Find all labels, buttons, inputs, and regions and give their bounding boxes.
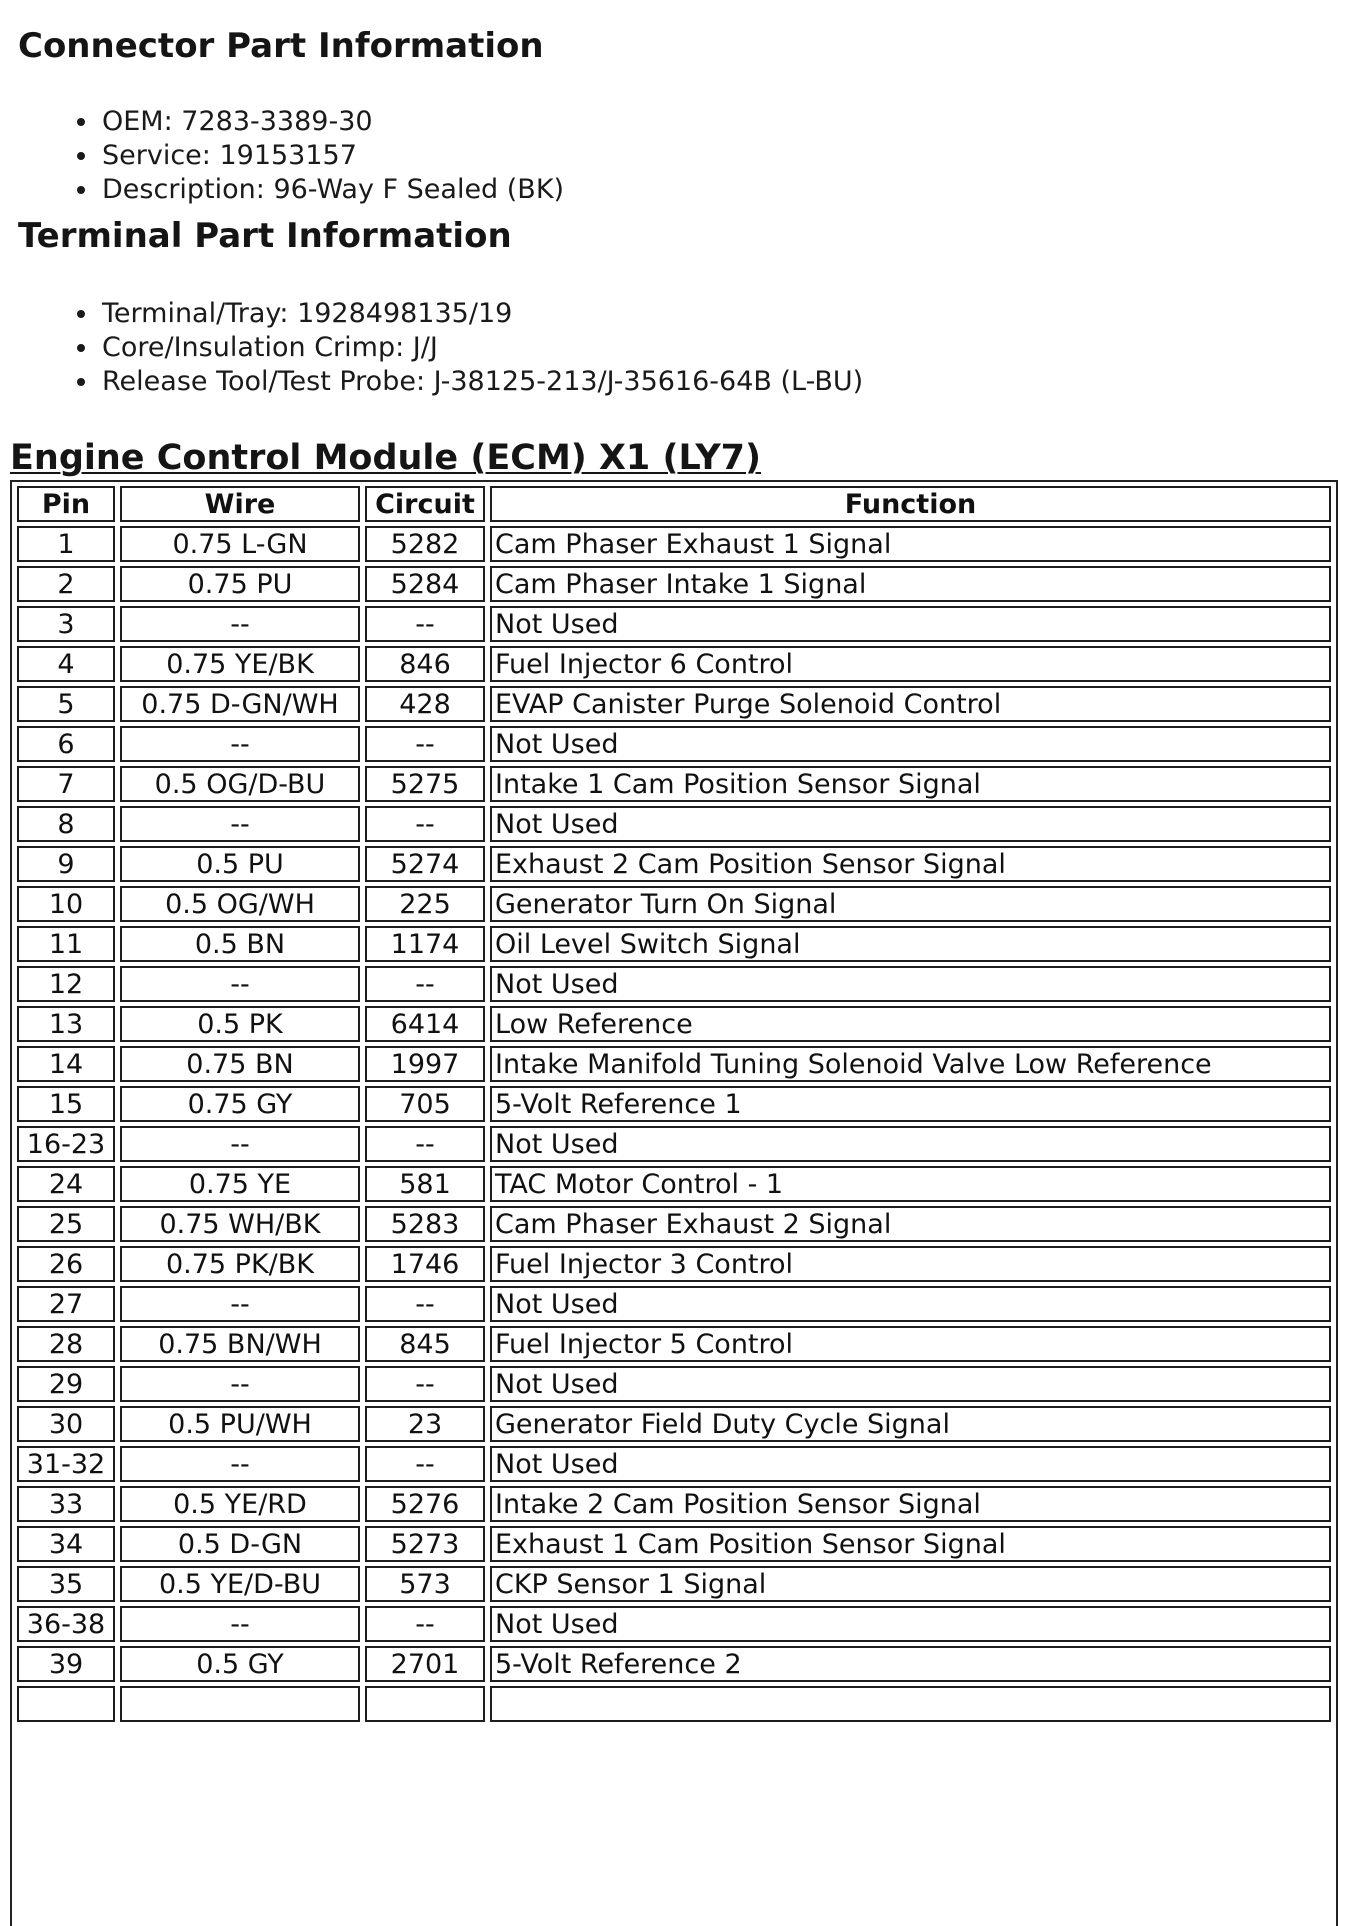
- table-row: [17, 1686, 1331, 1722]
- cell-pin: 29: [17, 1366, 115, 1402]
- ecm-table-title: Engine Control Module (ECM) X1 (LY7): [10, 438, 762, 478]
- cell-function: Generator Turn On Signal: [490, 886, 1331, 922]
- cell-circuit: --: [365, 726, 485, 762]
- ecm-pinout-table: [12, 482, 1336, 1726]
- cell-function: 5-Volt Reference 1: [490, 1086, 1331, 1122]
- cell-function: Intake 1 Cam Position Sensor Signal: [490, 766, 1331, 802]
- table-row: [17, 1606, 1331, 1642]
- cell-wire: 0.5 GY: [120, 1646, 360, 1682]
- cell-circuit: --: [365, 1366, 485, 1402]
- cell-circuit: 1997: [365, 1046, 485, 1082]
- cell-wire: 0.75 YE/BK: [120, 646, 360, 682]
- cell-pin: [17, 1686, 115, 1722]
- table-row: [17, 1446, 1331, 1482]
- table-row: [17, 1166, 1331, 1202]
- table-row: [17, 646, 1331, 682]
- cell-function: Cam Phaser Intake 1 Signal: [490, 566, 1331, 602]
- cell-wire: 0.75 PU: [120, 566, 360, 602]
- cell-circuit: 1174: [365, 926, 485, 962]
- table-row: [17, 886, 1331, 922]
- cell-pin: 8: [17, 806, 115, 842]
- cell-function: CKP Sensor 1 Signal: [490, 1566, 1331, 1602]
- cell-wire: 0.75 YE: [120, 1166, 360, 1202]
- cell-pin: 3: [17, 606, 115, 642]
- table-row: [17, 686, 1331, 722]
- cell-function: Intake Manifold Tuning Solenoid Valve Low Reference: [490, 1046, 1331, 1082]
- cell-pin: 7: [17, 766, 115, 802]
- cell-circuit: 581: [365, 1166, 485, 1202]
- cell-wire: 0.5 YE/RD: [120, 1486, 360, 1522]
- cell-wire: --: [120, 1126, 360, 1162]
- cell-wire: [120, 1686, 360, 1722]
- cell-circuit: 5273: [365, 1526, 485, 1562]
- cell-wire: 0.5 PU: [120, 846, 360, 882]
- table-row: [17, 1526, 1331, 1562]
- table-body: [17, 526, 1331, 1722]
- cell-function: Fuel Injector 3 Control: [490, 1246, 1331, 1282]
- cell-function: TAC Motor Control - 1: [490, 1166, 1331, 1202]
- terminal-info-list: [60, 297, 863, 399]
- cell-wire: --: [120, 726, 360, 762]
- cell-circuit: --: [365, 606, 485, 642]
- cell-circuit: 23: [365, 1406, 485, 1442]
- table-row: [17, 526, 1331, 562]
- cell-function: 5-Volt Reference 2: [490, 1646, 1331, 1682]
- cell-function: Cam Phaser Exhaust 2 Signal: [490, 1206, 1331, 1242]
- terminal-tray-item: • Terminal/Tray: 1928498135/19: [100, 297, 863, 331]
- connector-description-item: • Description: 96-Way F Sealed (BK): [100, 173, 564, 207]
- cell-pin: 26: [17, 1246, 115, 1282]
- cell-wire: 0.5 D-GN: [120, 1526, 360, 1562]
- cell-pin: 27: [17, 1286, 115, 1322]
- cell-pin: 25: [17, 1206, 115, 1242]
- cell-wire: --: [120, 1606, 360, 1642]
- cell-pin: 13: [17, 1006, 115, 1042]
- cell-wire: 0.5 PK: [120, 1006, 360, 1042]
- connector-section-title: Connector Part Information: [18, 26, 544, 66]
- cell-function: Generator Field Duty Cycle Signal: [490, 1406, 1331, 1442]
- table-row: [17, 1286, 1331, 1322]
- cell-function: Exhaust 1 Cam Position Sensor Signal: [490, 1526, 1331, 1562]
- cell-circuit: 428: [365, 686, 485, 722]
- cell-function: Low Reference: [490, 1006, 1331, 1042]
- cell-function: Exhaust 2 Cam Position Sensor Signal: [490, 846, 1331, 882]
- cell-circuit: 225: [365, 886, 485, 922]
- cell-pin: 1: [17, 526, 115, 562]
- cell-circuit: --: [365, 806, 485, 842]
- cell-wire: 0.5 OG/D-BU: [120, 766, 360, 802]
- table-row: [17, 1326, 1331, 1362]
- cell-circuit: 5283: [365, 1206, 485, 1242]
- cell-circuit: --: [365, 1446, 485, 1482]
- cell-pin: 35: [17, 1566, 115, 1602]
- table-row: [17, 926, 1331, 962]
- cell-pin: 34: [17, 1526, 115, 1562]
- cell-wire: --: [120, 606, 360, 642]
- cell-function: Not Used: [490, 1126, 1331, 1162]
- cell-pin: 31-32: [17, 1446, 115, 1482]
- cell-circuit: [365, 1686, 485, 1722]
- cell-pin: 28: [17, 1326, 115, 1362]
- cell-function: Not Used: [490, 1286, 1331, 1322]
- cell-pin: 14: [17, 1046, 115, 1082]
- table-row: [17, 846, 1331, 882]
- cell-pin: 2: [17, 566, 115, 602]
- cell-pin: 4: [17, 646, 115, 682]
- table-row: [17, 806, 1331, 842]
- cell-function: EVAP Canister Purge Solenoid Control: [490, 686, 1331, 722]
- table-row: [17, 1486, 1331, 1522]
- cell-circuit: 845: [365, 1326, 485, 1362]
- cell-pin: 15: [17, 1086, 115, 1122]
- cell-function: [490, 1686, 1331, 1722]
- cell-function: Not Used: [490, 966, 1331, 1002]
- cell-function: Fuel Injector 5 Control: [490, 1326, 1331, 1362]
- cell-circuit: 573: [365, 1566, 485, 1602]
- cell-pin: 5: [17, 686, 115, 722]
- cell-wire: 0.75 D-GN/WH: [120, 686, 360, 722]
- table-row: [17, 1086, 1331, 1122]
- cell-pin: 39: [17, 1646, 115, 1682]
- cell-wire: 0.75 L-GN: [120, 526, 360, 562]
- cell-wire: 0.5 BN: [120, 926, 360, 962]
- cell-pin: 10: [17, 886, 115, 922]
- cell-pin: 30: [17, 1406, 115, 1442]
- header-wire: Wire: [120, 486, 360, 522]
- cell-circuit: 5282: [365, 526, 485, 562]
- cell-function: Not Used: [490, 1366, 1331, 1402]
- cell-circuit: 2701: [365, 1646, 485, 1682]
- connector-info-list: [60, 105, 564, 207]
- header-function: Function: [490, 486, 1331, 522]
- cell-wire: 0.75 WH/BK: [120, 1206, 360, 1242]
- table-row: [17, 766, 1331, 802]
- cell-function: Not Used: [490, 606, 1331, 642]
- table-row: [17, 1206, 1331, 1242]
- table-header-row: [17, 486, 1331, 522]
- cell-circuit: --: [365, 1606, 485, 1642]
- cell-pin: 6: [17, 726, 115, 762]
- cell-circuit: 705: [365, 1086, 485, 1122]
- cell-pin: 12: [17, 966, 115, 1002]
- cell-pin: 11: [17, 926, 115, 962]
- cell-function: Not Used: [490, 806, 1331, 842]
- table-row: [17, 1566, 1331, 1602]
- cell-circuit: 1746: [365, 1246, 485, 1282]
- cell-wire: 0.75 PK/BK: [120, 1246, 360, 1282]
- table-row: [17, 1366, 1331, 1402]
- ecm-pinout-table-frame: [10, 480, 1338, 1926]
- cell-wire: 0.75 BN/WH: [120, 1326, 360, 1362]
- cell-circuit: --: [365, 1126, 485, 1162]
- table-row: [17, 1246, 1331, 1282]
- header-circuit: Circuit: [365, 486, 485, 522]
- table-row: [17, 966, 1331, 1002]
- table-row: [17, 1406, 1331, 1442]
- cell-function: Intake 2 Cam Position Sensor Signal: [490, 1486, 1331, 1522]
- cell-pin: 9: [17, 846, 115, 882]
- connector-oem-item: • OEM: 7283-3389-30: [100, 105, 564, 139]
- terminal-crimp-item: • Core/Insulation Crimp: J/J: [100, 331, 863, 365]
- header-pin: Pin: [17, 486, 115, 522]
- cell-wire: --: [120, 1286, 360, 1322]
- cell-function: Not Used: [490, 726, 1331, 762]
- cell-function: Fuel Injector 6 Control: [490, 646, 1331, 682]
- cell-circuit: --: [365, 1286, 485, 1322]
- cell-function: Not Used: [490, 1606, 1331, 1642]
- cell-wire: 0.5 PU/WH: [120, 1406, 360, 1442]
- table-row: [17, 1126, 1331, 1162]
- table-row: [17, 566, 1331, 602]
- connector-service-item: • Service: 19153157: [100, 139, 564, 173]
- cell-circuit: 5284: [365, 566, 485, 602]
- table-row: [17, 606, 1331, 642]
- cell-wire: 0.75 BN: [120, 1046, 360, 1082]
- cell-wire: --: [120, 1446, 360, 1482]
- cell-pin: 16-23: [17, 1126, 115, 1162]
- cell-circuit: 846: [365, 646, 485, 682]
- cell-function: Oil Level Switch Signal: [490, 926, 1331, 962]
- cell-pin: 33: [17, 1486, 115, 1522]
- cell-pin: 36-38: [17, 1606, 115, 1642]
- table-row: [17, 1646, 1331, 1682]
- cell-wire: --: [120, 966, 360, 1002]
- cell-wire: 0.75 GY: [120, 1086, 360, 1122]
- terminal-section-title: Terminal Part Information: [18, 216, 512, 256]
- cell-circuit: 5275: [365, 766, 485, 802]
- cell-pin: 24: [17, 1166, 115, 1202]
- cell-circuit: 5276: [365, 1486, 485, 1522]
- cell-function: Not Used: [490, 1446, 1331, 1482]
- cell-wire: 0.5 OG/WH: [120, 886, 360, 922]
- table-row: [17, 726, 1331, 762]
- cell-wire: 0.5 YE/D-BU: [120, 1566, 360, 1602]
- cell-wire: --: [120, 1366, 360, 1402]
- cell-wire: --: [120, 806, 360, 842]
- table-row: [17, 1006, 1331, 1042]
- cell-circuit: --: [365, 966, 485, 1002]
- table-row: [17, 1046, 1331, 1082]
- terminal-release-tool-item: • Release Tool/Test Probe: J-38125-213/J-35616-64B (L-BU): [100, 365, 863, 399]
- cell-function: Cam Phaser Exhaust 1 Signal: [490, 526, 1331, 562]
- cell-circuit: 5274: [365, 846, 485, 882]
- cell-circuit: 6414: [365, 1006, 485, 1042]
